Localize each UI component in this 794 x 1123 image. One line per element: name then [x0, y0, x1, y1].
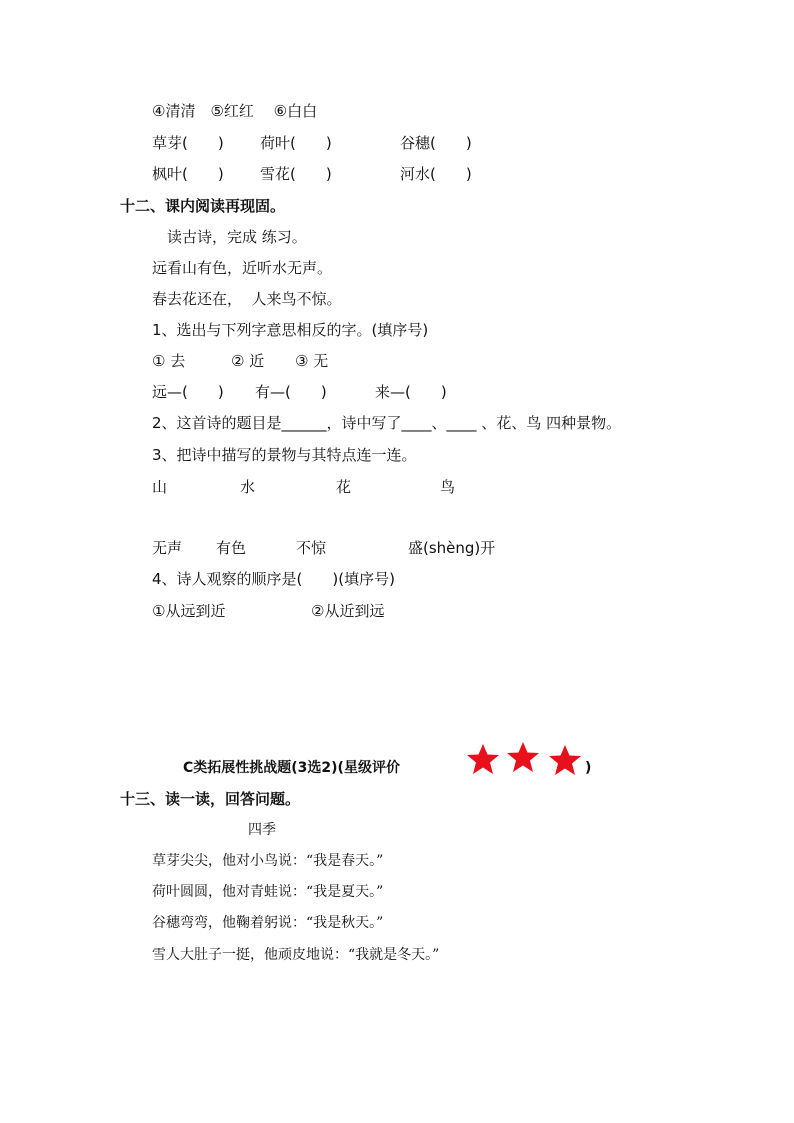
q4-option: ①从远到近: [152, 602, 226, 620]
q1-blank: 有—( ): [255, 383, 327, 401]
blank-fengye: 枫叶( ): [152, 165, 224, 183]
trait-item: 无声: [152, 539, 183, 557]
scenery-item: 山: [152, 478, 168, 496]
poem-line: 荷叶圆圆，他对青蛙说：“我是夏天。”: [152, 884, 384, 900]
poem-title: 四季: [248, 822, 276, 838]
blank-caomiao: 草芽( ): [152, 134, 224, 152]
poem-line: 草芽尖尖，他对小鸟说：“我是春天。”: [152, 853, 384, 869]
q1-blank: 远—( ): [152, 383, 224, 401]
category-c-title: C类拓展性挑战题(3选2)(星级评价: [183, 760, 400, 776]
trait-item: 不惊: [296, 539, 327, 557]
trait-item: 盛(shèng)开: [408, 539, 496, 557]
trait-item: 有色: [216, 539, 247, 557]
q1-blank: 来—( ): [375, 383, 447, 401]
scenery-item: 鸟: [440, 478, 456, 496]
question-1: 1、选出与下列字意思相反的字。(填序号): [152, 321, 429, 339]
star-icon: [467, 744, 499, 774]
question-2: 2、这首诗的题目是______，诗中写了____、____ 、花、鸟 四种景物。: [152, 414, 622, 432]
question-4: 4、诗人观察的顺序是( )(填序号): [152, 570, 395, 588]
star-icon: [507, 742, 539, 772]
scenery-item: 水: [240, 478, 256, 496]
blank-heye: 荷叶( ): [260, 134, 332, 152]
poem-line-2: 春去花还在， 人来鸟不惊。: [152, 290, 342, 308]
blank-heshui: 河水( ): [400, 165, 472, 183]
poem-line: 谷穗弯弯，他鞠着躬说：“我是秋天。”: [152, 915, 384, 931]
blank-xuehua: 雪花( ): [260, 165, 332, 183]
question-3: 3、把诗中描写的景物与其特点连一连。: [152, 446, 417, 464]
poem-line-1: 远看山有色，近听水无声。: [152, 259, 333, 277]
poem-line: 雪人大肚子一挺，他顽皮地说：“我就是冬天。”: [152, 947, 440, 963]
star-icon: [549, 745, 581, 775]
q4-option: ②从近到远: [311, 602, 385, 620]
section-13-heading: 十三、读一读，回答问题。: [120, 790, 301, 808]
q1-option: ① 去: [152, 352, 186, 370]
options-line: ④清清 ⑤红红 ⑥白白: [152, 102, 318, 120]
q1-option: ③ 无: [295, 352, 329, 370]
q1-option: ② 近: [231, 352, 265, 370]
poem-intro: 读古诗，完成 练习。: [167, 228, 307, 246]
blank-gusui: 谷穗( ): [400, 134, 472, 152]
star-rating: [462, 742, 586, 776]
category-c-close: ): [585, 760, 592, 776]
scenery-item: 花: [336, 478, 352, 496]
section-12-heading: 十二、课内阅读再现固。: [120, 197, 286, 215]
